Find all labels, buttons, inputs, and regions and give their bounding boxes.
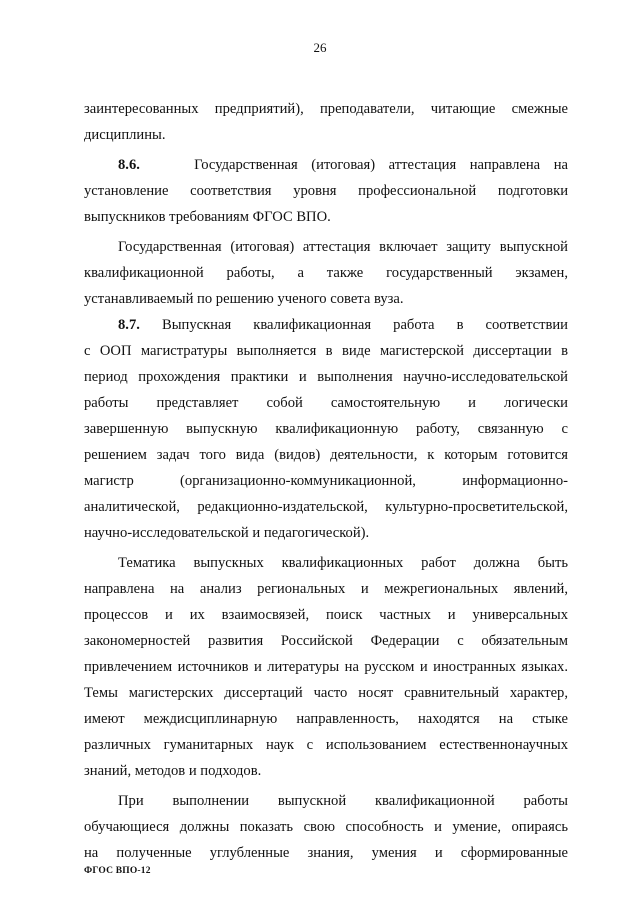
text-line: различных гуманитарных наук с использованием естественнонаучных — [84, 737, 568, 753]
text-line: закономерностей развития Российской Федерации с обязательным — [84, 633, 568, 649]
text-line: обучающиеся должны показать свою способность и умение, опираясь — [84, 819, 568, 835]
text-line: завершенную выпускную квалификационную работу, связанную с — [84, 421, 568, 437]
document-body — [84, 96, 568, 866]
text-line: имеют междисциплинарную направленность, находятся на стыке — [84, 711, 568, 727]
text-line: заинтересованных предприятий), преподаватели, читающие смежные — [84, 101, 568, 117]
text-line: выпускников требованиям ФГОС ВПО. — [84, 209, 331, 225]
text-line: квалификационной работы, а также государственный экзамен, — [84, 265, 568, 281]
section-number: 8.7. — [118, 317, 140, 333]
text-line: установление соответствия уровня профессиональной подготовки — [84, 183, 568, 199]
text-line: научно-исследовательской и педагогической). — [84, 525, 370, 541]
text-line: устанавливаемый по решению ученого совета вуза. — [84, 291, 404, 307]
paragraph-first-line: При выполнении выпускной квалификационной работы — [118, 793, 568, 809]
text-line: с ООП магистратуры выполняется в виде магистерской диссертации в — [84, 343, 568, 359]
paragraph-first-line: Тематика выпускных квалификационных работ должна быть — [118, 555, 568, 571]
text-line: работы представляет собой самостоятельную и логически — [84, 395, 568, 411]
paragraph-first-line: Государственная (итоговая) аттестация включает защиту выпускной — [118, 239, 568, 255]
text-line: Темы магистерских диссертаций часто носят сравнительный характер, — [84, 685, 568, 701]
section-8-6-first-line: 8.6. Государственная (итоговая) аттестация направлена на — [118, 157, 568, 173]
text-line: на полученные углубленные знания, умения и сформированные — [84, 845, 568, 861]
text-line: аналитической, редакционно-издательской, культурно-просветительской, — [84, 499, 568, 515]
section-number: 8.6. — [118, 157, 140, 173]
section-8-7-first-line: 8.7. Выпускная квалификационная работа в соответствии — [118, 317, 568, 333]
text-line: привлечением источников и литературы на русском и иностранных языках. — [84, 659, 568, 675]
text-line: направлена на анализ региональных и межрегиональных явлений, — [84, 581, 568, 597]
page-number: 26 — [313, 40, 327, 55]
text-line: процессов и их взаимосвязей, поиск частных и универсальных — [84, 607, 568, 623]
text-line: магистр (организационно-коммуникационной, информационно- — [84, 473, 568, 489]
footer-document-code: ФГОС ВПО-12 — [84, 866, 151, 876]
text-line: дисциплины. — [84, 127, 166, 143]
text-line: знаний, методов и подходов. — [84, 763, 262, 779]
text-line: период прохождения практики и выполнения научно-исследовательской — [84, 369, 568, 385]
text-line: решением задач того вида (видов) деятельности, к которым готовится — [84, 447, 568, 463]
